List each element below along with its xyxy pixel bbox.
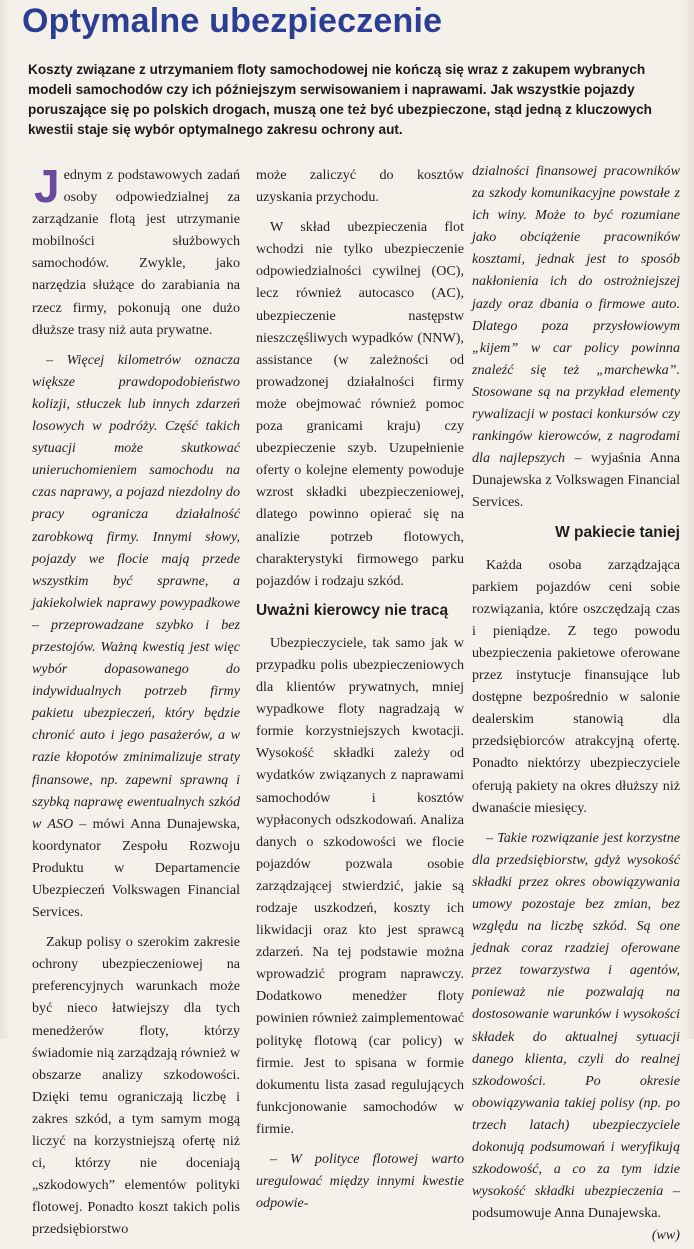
- column2-paragraph-1: może zaliczyć do kosztów uzyskania przychodu.: [256, 167, 464, 206]
- column3-quote-attribution: – wyjaśnia Anna Dunajewska z Volkswagen Financial Services.: [472, 450, 681, 511]
- column1-quote-attribution: – mówi Anna Dunajewska, koordynator Zespołu Rozwoju Produktu w Departamencie Ubezpieczeń Volkswagen Financial Services.: [32, 815, 240, 921]
- quote-dash: –: [486, 829, 498, 846]
- article-lead: Koszty związane z utrzymaniem floty samochodowej nie kończą się wraz z zakupem wybranych modeli samochodów czy ich późniejszym serwisowaniem i naprawami. Jak wszystkie pojazdy poruszające się po polskich drogach, muszą one też być ubezpieczone, stąd jedną z kluczowych kwestii staje się wybór optymalnego zakresu ochrony aut.: [28, 62, 652, 137]
- column3-paragraph-2: Każda osoba zarządzająca parkiem pojazdów ceni sobie rozwiązania, które oszczędzają czas i pieniądze. Z tego powodu ubezpieczenia pakietowe oferowane przez instytucje finansujące lub dostępne bezpośrednio w salonie dealerskim stanowią dla przedsiębiorców atrakcyjną ofertę. Ponadto niektórzy ubezpieczyciele oferują pakiety na okres dłuższy niż dwanaście miesięcy.: [472, 556, 680, 816]
- drop-cap: J: [34, 160, 60, 212]
- column3-closing-attribution: – podsumowuje Anna Dunajewska.: [472, 1183, 680, 1222]
- section-heading-package: W pakiecie taniej: [555, 523, 680, 541]
- column2-paragraph-4: [256, 1148, 464, 1214]
- column1-paragraph-1: [32, 160, 240, 341]
- quote-dash: –: [46, 351, 67, 368]
- quote-dash: –: [270, 1151, 291, 1168]
- column1-paragraph-2: [32, 349, 240, 923]
- column3-quote: Takie rozwiązanie jest korzystne dla przedsiębiorstw, gdyż wysokość składki przez okres obowiązywania umowy pozostaje bez zmian, bez względu na liczbę szkód. Są one jednak coraz rzadziej oferowane przez towarzystwa i agentów, ponieważ nie pozwalają na dostosowanie warunków i wysokości składek do aktualnej sytuacji danego klienta, czyli do realnej szkodowości. Po okresie obowiązywania takiej polisy (np. po trzech latach) ubezpieczyciele dokonują podsumowań i weryfikują szkodowość, a co za tym idzie wysokość składki ubezpieczenia: [472, 829, 680, 1200]
- article-column-1: [32, 160, 241, 1249]
- right-page-edge: [682, 0, 694, 1039]
- column2-paragraph-2: W skład ubezpieczenia flot wchodzi nie tylko ubezpieczenie odpowiedzialności cywilnej (OC), lecz również autocasco (AC), ubezpieczenie następstw nieszczęśliwych wypadków (NNW), assistance (w zależności od prowadzonej działalności firmy może obejmować również pomoc poza granicami kraju) czy ubezpieczenie szyb. Uzupełnienie oferty o kolejne elementy powoduje wzrost składki ubezpieczeniowej, dlatego powinno opierać się na analizie potrzeb flotowych, charakterystyki firmowego parku pojazdów i rodzaju szkód.: [256, 219, 464, 589]
- column3-paragraph-3: [472, 827, 680, 1244]
- article-column-2: [256, 164, 464, 1222]
- left-page-edge: [0, 0, 10, 1039]
- column1-paragraph-3: Zakup polisy o szerokim zakresie ochrony ubezpieczeniowej na preferencyjnych warunkach może być nieco łatwiejszy dla tych menedżerów floty, którzy świadomie nią zarządzają również w obszarze analizy szkodowości. Dzięki temu ograniczają liczbę i zakres szkód, a tym samym mogą liczyć na korzystniejszą ofertę niż ci, którzy nie doceniają „szkodowych” elementów polityki flotowej. Ponadto koszt takich polis przedsiębiorstwo: [32, 934, 240, 1238]
- column3-quote-continued: dzialności finansowej pracowników za szkody komunikacyjne powstałe z ich winy. Może to być rozumiane jako obciążenie pracowników kosztami, jednak jest to sposób nakłonienia ich do ostrożniejszej jazdy oraz dbania o firmowe auto. Dlatego poza przysłowiowym „kijem” w car policy powinna znaleźć się też „marchewka”. Stosowane są na przykład elementy rywalizacji w postaci konkursów czy rankingów kierowców, z nagrodami dla najlepszych: [472, 163, 680, 467]
- column1-paragraph-1-text: ednym z podstawowych zadań osoby odpowiedzialnej za zarządzanie flotą jest utrzymanie mobilności służbowych samochodów. Zwykle, jako narzędzia służące do zarabiania na rzecz firmy, pokonują one dużo dłuższe trasy niż auta prywatne.: [32, 167, 240, 338]
- section-heading-careful-drivers: Uważni kierowcy nie tracą: [256, 601, 449, 619]
- column2-paragraph-3: Ubezpieczyciele, tak samo jak w przypadku polis ubezpieczeniowych dla klientów prywatnych, mniej wypadkowe floty nagradzają w formie korzystniejszych kwotacji. Wysokość składki zależy od wydatków związanych z naprawami samochodów i kosztów wypłaconych odszkodowań. Analiza danych o szkodowości we flocie pojazdów pozwala osobie zarządzającej stwierdzić, jakie są rodzaje uszkodzeń, koszty ich likwidacji oraz kto jest sprawcą zdarzeń. Na tej podstawie można wprowadzić program naprawczy. Dodatkowo menedżer floty powinien również zaimplementować politykę flotową (car policy) w firmie. Jest to spisana w formie dokumentu lista zasad regulujących funkcjonowanie samochodów w firmie.: [256, 634, 464, 1137]
- article-column-3: [472, 160, 680, 1247]
- article-title: Optymalne ubezpieczenie: [22, 2, 443, 40]
- column3-paragraph-1: [472, 160, 680, 514]
- column1-quote: Więcej kilometrów oznacza większe prawdopodobieństwo kolizji, stłuczek lub innych zdarzeń losowych w podróży. Część takich sytuacji może skutkować unieruchomieniem samochodu na czas naprawy, a pojazd niezdolny do pracy ogranicza działalność zarobkową firmy. Innymi słowy, pojazdy we flocie mają przede wszystkim być sprawne, a jakiekolwiek naprawy powypadkowe – przeprowadzane szybko i bez przestojów. Ważną kwestią jest więc wybór dopasowanego do indywidualnych potrzeb firmy pakietu ubezpieczeń, który będzie chronić auto i jego pasażerów, a w razie kłopotów zminimalizuje straty finansowe, np. zapewni sprawną i szybką naprawę ewentualnych szkód w ASO: [32, 351, 241, 832]
- author-signature: (ww): [651, 1227, 680, 1244]
- column2-quote: W polityce flotowej warto uregulować między innymi kwestie odpowie-: [256, 1151, 464, 1212]
